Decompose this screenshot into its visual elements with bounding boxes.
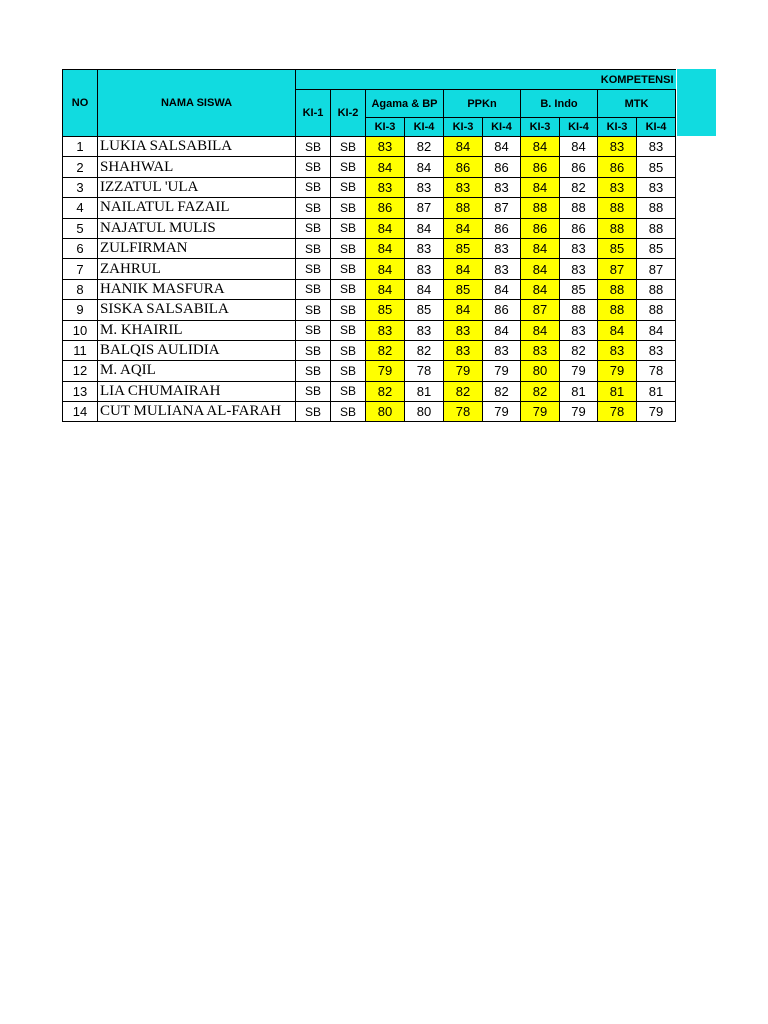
header-kompetensi: KOMPETENSI	[296, 70, 676, 90]
table-row[interactable]	[63, 198, 676, 218]
header-nama-siswa: NAMA SISWA	[98, 70, 296, 137]
cell-score-ki4[interactable]: 81	[637, 381, 676, 401]
cell-ki1[interactable]: SB	[296, 402, 331, 422]
table-row[interactable]	[63, 157, 676, 177]
cell-ki1[interactable]: SB	[296, 198, 331, 218]
cell-score-ki4[interactable]: 84	[405, 218, 444, 238]
cell-student-name[interactable]: CUT MULIANA AL-FARAH	[98, 402, 296, 422]
cell-score-ki3[interactable]: 84	[521, 259, 560, 279]
table-row[interactable]	[63, 320, 676, 340]
header-band-overflow	[677, 69, 716, 136]
cell-score-ki4[interactable]: 86	[560, 157, 598, 177]
header-ki4: KI-4	[483, 118, 521, 137]
cell-score-ki4[interactable]: 88	[637, 300, 676, 320]
cell-score-ki3[interactable]: 88	[598, 198, 637, 218]
cell-ki2[interactable]: SB	[331, 300, 366, 320]
header-ki3: KI-3	[521, 118, 560, 137]
cell-score-ki3[interactable]: 88	[598, 300, 637, 320]
cell-score-ki4[interactable]: 83	[637, 177, 676, 197]
cell-no[interactable]: 6	[63, 238, 98, 258]
cell-no[interactable]: 14	[63, 402, 98, 422]
cell-score-ki3[interactable]: 79	[521, 402, 560, 422]
table-row[interactable]	[63, 137, 676, 157]
header-ki4: KI-4	[637, 118, 676, 137]
cell-score-ki3[interactable]: 84	[366, 218, 405, 238]
cell-score-ki3[interactable]: 82	[366, 381, 405, 401]
cell-score-ki4[interactable]: 87	[405, 198, 444, 218]
cell-score-ki4[interactable]: 84	[405, 279, 444, 299]
cell-no[interactable]: 12	[63, 361, 98, 381]
cell-student-name[interactable]: NAILATUL FAZAIL	[98, 198, 296, 218]
cell-score-ki3[interactable]: 87	[521, 300, 560, 320]
table-row[interactable]	[63, 300, 676, 320]
header-subject-mtk: MTK	[598, 90, 676, 118]
cell-score-ki4[interactable]: 82	[560, 340, 598, 360]
table-row[interactable]	[63, 238, 676, 258]
header-ki4: KI-4	[405, 118, 444, 137]
cell-score-ki3[interactable]: 85	[444, 279, 483, 299]
cell-score-ki3[interactable]: 84	[366, 259, 405, 279]
header-no: NO	[63, 70, 98, 137]
grade-sheet	[62, 69, 676, 422]
cell-score-ki4[interactable]: 88	[560, 198, 598, 218]
cell-score-ki4[interactable]: 83	[637, 340, 676, 360]
cell-score-ki4[interactable]: 78	[637, 361, 676, 381]
grade-table	[62, 69, 676, 422]
cell-score-ki3[interactable]: 79	[444, 361, 483, 381]
table-row[interactable]	[63, 259, 676, 279]
cell-score-ki3[interactable]: 84	[444, 300, 483, 320]
cell-ki2[interactable]: SB	[331, 137, 366, 157]
cell-score-ki4[interactable]: 84	[560, 137, 598, 157]
cell-score-ki3[interactable]: 82	[366, 340, 405, 360]
cell-score-ki3[interactable]: 84	[366, 238, 405, 258]
header-ki3: KI-3	[366, 118, 405, 137]
cell-no[interactable]: 8	[63, 279, 98, 299]
student-rows	[63, 137, 676, 422]
cell-ki2[interactable]: SB	[331, 218, 366, 238]
cell-student-name[interactable]: LIA CHUMAIRAH	[98, 381, 296, 401]
cell-no[interactable]: 2	[63, 157, 98, 177]
cell-score-ki3[interactable]: 79	[366, 361, 405, 381]
cell-score-ki4[interactable]: 84	[637, 320, 676, 340]
cell-ki1[interactable]: SB	[296, 381, 331, 401]
cell-score-ki4[interactable]: 84	[483, 279, 521, 299]
table-row[interactable]	[63, 361, 676, 381]
cell-score-ki3[interactable]: 82	[444, 381, 483, 401]
cell-ki1[interactable]: SB	[296, 361, 331, 381]
cell-score-ki3[interactable]: 79	[598, 361, 637, 381]
cell-ki1[interactable]: SB	[296, 340, 331, 360]
cell-score-ki4[interactable]: 84	[483, 137, 521, 157]
table-row[interactable]	[63, 340, 676, 360]
cell-score-ki4[interactable]: 83	[483, 177, 521, 197]
cell-score-ki4[interactable]: 83	[405, 320, 444, 340]
cell-score-ki3[interactable]: 84	[598, 320, 637, 340]
cell-score-ki3[interactable]: 83	[598, 177, 637, 197]
cell-score-ki4[interactable]: 85	[560, 279, 598, 299]
cell-ki1[interactable]: SB	[296, 177, 331, 197]
cell-score-ki3[interactable]: 84	[521, 238, 560, 258]
cell-score-ki4[interactable]: 86	[483, 218, 521, 238]
cell-ki2[interactable]: SB	[331, 320, 366, 340]
cell-no[interactable]: 3	[63, 177, 98, 197]
cell-score-ki4[interactable]: 85	[637, 157, 676, 177]
cell-score-ki3[interactable]: 84	[444, 218, 483, 238]
cell-score-ki4[interactable]: 86	[483, 157, 521, 177]
cell-score-ki3[interactable]: 81	[598, 381, 637, 401]
cell-score-ki3[interactable]: 83	[444, 340, 483, 360]
table-header	[63, 70, 676, 137]
cell-score-ki4[interactable]: 79	[637, 402, 676, 422]
cell-ki1[interactable]: SB	[296, 157, 331, 177]
cell-ki2[interactable]: SB	[331, 198, 366, 218]
cell-score-ki4[interactable]: 87	[637, 259, 676, 279]
table-row[interactable]	[63, 402, 676, 422]
cell-ki2[interactable]: SB	[331, 177, 366, 197]
table-row[interactable]	[63, 279, 676, 299]
cell-student-name[interactable]: ZAHRUL	[98, 259, 296, 279]
cell-score-ki3[interactable]: 88	[598, 279, 637, 299]
cell-student-name[interactable]: BALQIS AULIDIA	[98, 340, 296, 360]
cell-no[interactable]: 11	[63, 340, 98, 360]
cell-score-ki4[interactable]: 80	[405, 402, 444, 422]
cell-score-ki3[interactable]: 78	[598, 402, 637, 422]
cell-score-ki3[interactable]: 84	[521, 320, 560, 340]
cell-score-ki4[interactable]: 78	[405, 361, 444, 381]
cell-score-ki3[interactable]: 86	[444, 157, 483, 177]
cell-score-ki3[interactable]: 83	[598, 137, 637, 157]
header-ki2: KI-2	[331, 90, 366, 137]
cell-score-ki4[interactable]: 88	[637, 279, 676, 299]
cell-ki2[interactable]: SB	[331, 279, 366, 299]
cell-score-ki3[interactable]: 85	[598, 238, 637, 258]
cell-score-ki3[interactable]: 84	[444, 137, 483, 157]
cell-score-ki3[interactable]: 88	[444, 198, 483, 218]
cell-score-ki4[interactable]: 88	[637, 218, 676, 238]
cell-score-ki3[interactable]: 86	[521, 157, 560, 177]
cell-score-ki3[interactable]: 80	[366, 402, 405, 422]
cell-no[interactable]: 4	[63, 198, 98, 218]
cell-score-ki4[interactable]: 84	[405, 157, 444, 177]
cell-score-ki3[interactable]: 83	[444, 320, 483, 340]
cell-score-ki3[interactable]: 83	[598, 340, 637, 360]
cell-ki2[interactable]: SB	[331, 259, 366, 279]
header-ki3: KI-3	[598, 118, 637, 137]
cell-student-name[interactable]: SHAHWAL	[98, 157, 296, 177]
cell-score-ki4[interactable]: 82	[483, 381, 521, 401]
cell-score-ki3[interactable]: 87	[598, 259, 637, 279]
cell-score-ki4[interactable]: 83	[560, 238, 598, 258]
cell-score-ki3[interactable]: 83	[366, 177, 405, 197]
cell-ki1[interactable]: SB	[296, 218, 331, 238]
cell-score-ki3[interactable]: 86	[598, 157, 637, 177]
cell-score-ki4[interactable]: 88	[637, 198, 676, 218]
cell-score-ki3[interactable]: 84	[366, 157, 405, 177]
cell-student-name[interactable]: IZZATUL 'ULA	[98, 177, 296, 197]
table-row[interactable]	[63, 218, 676, 238]
cell-ki1[interactable]: SB	[296, 259, 331, 279]
cell-score-ki4[interactable]: 83	[405, 259, 444, 279]
header-ki1: KI-1	[296, 90, 331, 137]
cell-no[interactable]: 5	[63, 218, 98, 238]
cell-score-ki3[interactable]: 83	[366, 137, 405, 157]
cell-ki2[interactable]: SB	[331, 361, 366, 381]
cell-student-name[interactable]: HANIK MASFURA	[98, 279, 296, 299]
cell-score-ki4[interactable]: 88	[560, 300, 598, 320]
cell-score-ki4[interactable]: 86	[483, 300, 521, 320]
cell-score-ki4[interactable]: 82	[560, 177, 598, 197]
table-row[interactable]	[63, 381, 676, 401]
cell-ki1[interactable]: SB	[296, 300, 331, 320]
header-ki3: KI-3	[444, 118, 483, 137]
cell-score-ki4[interactable]: 81	[405, 381, 444, 401]
cell-score-ki4[interactable]: 85	[637, 238, 676, 258]
cell-score-ki3[interactable]: 85	[366, 300, 405, 320]
cell-score-ki3[interactable]: 83	[521, 340, 560, 360]
cell-ki1[interactable]: SB	[296, 320, 331, 340]
cell-score-ki3[interactable]: 86	[366, 198, 405, 218]
cell-score-ki3[interactable]: 84	[366, 279, 405, 299]
cell-ki2[interactable]: SB	[331, 157, 366, 177]
cell-score-ki3[interactable]: 78	[444, 402, 483, 422]
cell-student-name[interactable]: NAJATUL MULIS	[98, 218, 296, 238]
cell-student-name[interactable]: M. AQIL	[98, 361, 296, 381]
cell-score-ki3[interactable]: 84	[521, 137, 560, 157]
cell-no[interactable]: 9	[63, 300, 98, 320]
cell-score-ki3[interactable]: 82	[521, 381, 560, 401]
cell-score-ki4[interactable]: 83	[405, 238, 444, 258]
cell-score-ki3[interactable]: 83	[366, 320, 405, 340]
header-subject-agama: Agama & BP	[366, 90, 444, 118]
cell-score-ki3[interactable]: 88	[521, 198, 560, 218]
cell-ki2[interactable]: SB	[331, 238, 366, 258]
cell-score-ki4[interactable]: 87	[483, 198, 521, 218]
cell-ki2[interactable]: SB	[331, 402, 366, 422]
cell-score-ki4[interactable]: 83	[483, 238, 521, 258]
cell-score-ki4[interactable]: 79	[483, 361, 521, 381]
cell-no[interactable]: 10	[63, 320, 98, 340]
cell-score-ki4[interactable]: 83	[405, 177, 444, 197]
cell-score-ki4[interactable]: 83	[637, 137, 676, 157]
cell-no[interactable]: 1	[63, 137, 98, 157]
cell-student-name[interactable]: ZULFIRMAN	[98, 238, 296, 258]
cell-score-ki3[interactable]: 84	[521, 279, 560, 299]
cell-ki2[interactable]: SB	[331, 340, 366, 360]
header-subject-bindo: B. Indo	[521, 90, 598, 118]
cell-score-ki4[interactable]: 79	[560, 361, 598, 381]
cell-score-ki4[interactable]: 84	[483, 320, 521, 340]
cell-student-name[interactable]: SISKA SALSABILA	[98, 300, 296, 320]
cell-score-ki4[interactable]: 81	[560, 381, 598, 401]
cell-student-name[interactable]: LUKIA SALSABILA	[98, 137, 296, 157]
cell-ki2[interactable]: SB	[331, 381, 366, 401]
cell-score-ki4[interactable]: 86	[560, 218, 598, 238]
cell-score-ki3[interactable]: 88	[598, 218, 637, 238]
header-subject-ppkn: PPKn	[444, 90, 521, 118]
cell-score-ki4[interactable]: 83	[560, 259, 598, 279]
cell-score-ki3[interactable]: 84	[521, 177, 560, 197]
cell-score-ki3[interactable]: 84	[444, 259, 483, 279]
cell-score-ki4[interactable]: 83	[483, 259, 521, 279]
cell-ki1[interactable]: SB	[296, 279, 331, 299]
cell-score-ki4[interactable]: 82	[405, 340, 444, 360]
cell-score-ki3[interactable]: 85	[444, 238, 483, 258]
cell-no[interactable]: 7	[63, 259, 98, 279]
cell-score-ki4[interactable]: 83	[560, 320, 598, 340]
header-ki4: KI-4	[560, 118, 598, 137]
cell-score-ki4[interactable]: 85	[405, 300, 444, 320]
cell-student-name[interactable]: M. KHAIRIL	[98, 320, 296, 340]
cell-score-ki4[interactable]: 82	[405, 137, 444, 157]
cell-score-ki3[interactable]: 80	[521, 361, 560, 381]
cell-score-ki3[interactable]: 83	[444, 177, 483, 197]
table-row[interactable]	[63, 177, 676, 197]
cell-score-ki3[interactable]: 86	[521, 218, 560, 238]
cell-score-ki4[interactable]: 83	[483, 340, 521, 360]
cell-ki1[interactable]: SB	[296, 137, 331, 157]
cell-score-ki4[interactable]: 79	[483, 402, 521, 422]
cell-score-ki4[interactable]: 79	[560, 402, 598, 422]
cell-ki1[interactable]: SB	[296, 238, 331, 258]
cell-no[interactable]: 13	[63, 381, 98, 401]
